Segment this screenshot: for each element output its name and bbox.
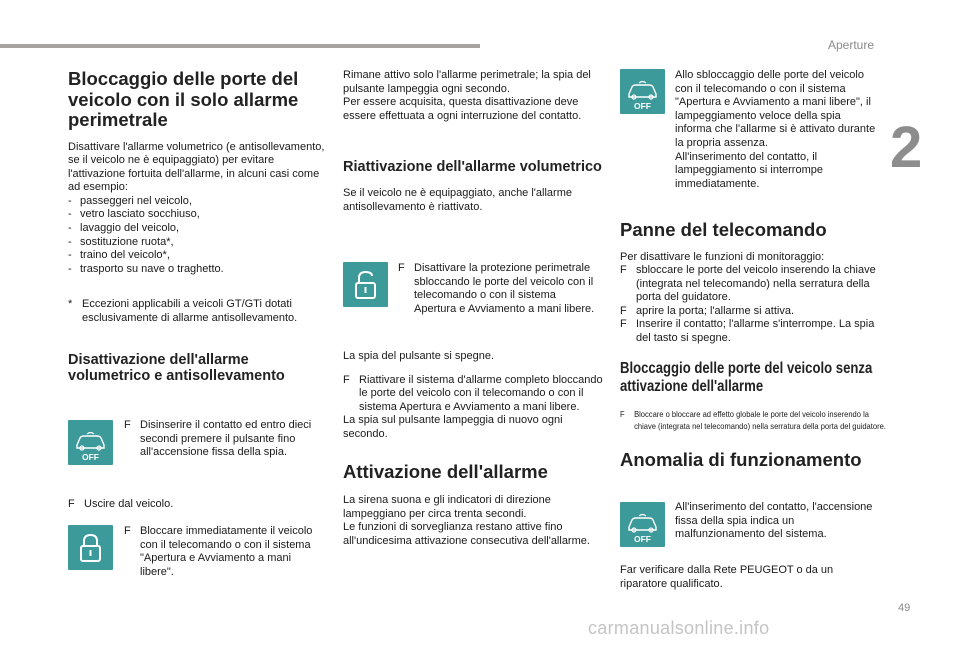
list-item: - traino del veicolo*, (68, 249, 170, 262)
step-reactivate: F Riattivare il sistema d'allarme completo bloccando le porte del veicolo con il telecomando o con il sistema Apertura e Avviamento a mani libere. (343, 373, 603, 413)
title-remote-failure: Panne del telecomando (620, 219, 827, 240)
chapter-number: 2 (890, 115, 923, 180)
title-alarm-activation: Attivazione dell'allarme (343, 460, 548, 482)
header-bar (0, 44, 480, 48)
example-list (68, 195, 330, 277)
alarm-off-icon (620, 502, 665, 547)
spia-blink-text: La spia sul pulsante lampeggia di nuovo ogni secondo. (343, 414, 563, 440)
malfunction-check: Far verificare dalla Rete PEUGEOT o da un riparatore qualificato. (620, 564, 834, 590)
remote-intro: Per disattivare le funzioni di monitoraggio: (620, 250, 825, 263)
subtitle-deactivation: Disattivazione dell'allarme volumetrico e antisollevamento (68, 351, 285, 384)
step-unlock-perimeter: F Disattivare la protezione perimetrale sbloccando le porte del veicolo con il telecomando o con il sistema Apertura e Avviamento a mani libere. (398, 262, 595, 315)
perimeter-active-text: Rimane attivo solo l'allarme perimetrale; la spia del pulsante lampeggia ogni secondo. Per essere acquisita, questa disattivazione deve essere effettuata a ogni interruzione del contatto. (343, 69, 591, 122)
page-number: 49 (898, 602, 911, 614)
footnote: * Eccezioni applicabili a veicoli GT/GTi dotati esclusivamente di allarme antisollevamento. (68, 298, 298, 325)
remote-step: F aprire la porta; l'allarme si attiva. (620, 304, 794, 317)
remote-step: F Inserire il contatto; l'allarme s'interrompe. La spia del tasto si spegne. (620, 318, 875, 345)
title-perimeter-lock: Bloccaggio delle porte del veicolo con il solo allarme perimetrale (68, 68, 299, 130)
list-item: - trasporto su nave o traghetto. (68, 262, 224, 275)
list-item: - sostituzione ruota*, (68, 235, 174, 248)
unlock-info: Allo sbloccaggio delle porte del veicolo con il telecomando o con il sistema "Apertura e Avviamento a mani libere", il lampeggiamento veloce della spia informa che l'allarme si è attivato durante la propria assenza. All'inserimento del contatto, il lampeggiamento si interrompe immediatamente. (675, 69, 876, 190)
lock-icon (68, 525, 113, 570)
list-item: - vetro lasciato socchiuso, (68, 208, 200, 221)
list-item: - passeggeri nel veicolo, (68, 194, 192, 207)
step-lock: F Bloccare immediatamente il veicolo con il telecomando o con il sistema "Apertura e Avviamento a mani libere". (124, 525, 313, 578)
svg-text:OFF: OFF (634, 534, 651, 544)
lock-step: F Bloccare o bloccare ad effetto globale le porte del veicolo inserendo la chiave (integrata nel telecomando) nella serratura della porta del guidatore. (620, 408, 886, 431)
title-malfunction: Anomalia di funzionamento (620, 448, 862, 470)
alarm-off-icon (68, 420, 113, 465)
subtitle-reactivation: Riattivazione dell'allarme volumetrico (343, 159, 602, 176)
unlock-icon (343, 262, 388, 307)
column-1 (68, 69, 330, 384)
malfunction-text: All'inserimento del contatto, l'accensione fissa della spia indica un malfunzionamento del sistema. (675, 501, 873, 541)
column-3 (620, 219, 886, 470)
step-exit: F Uscire dal veicolo. (68, 498, 174, 510)
column-2 (343, 69, 603, 215)
step-disconnect: F Disinserire il contatto ed entro dieci secondi premere il pulsante fino all'accensione fissa della spia. (124, 419, 312, 459)
activation-text: La sirena suona e gli indicatori di direzione lampeggiano per circa trenta secondi. Le funzioni di sorveglianza restano attive fino all'undicesima attivazione consecutiva dell'allarme. (343, 494, 590, 547)
remote-step: F sbloccare le porte del veicolo inserendo la chiave (integrata nel telecomando) nella serratura della porta del guidatore. (620, 264, 876, 304)
svg-text:OFF: OFF (82, 452, 99, 462)
title-lock-no-alarm: Bloccaggio delle porte del veicolo senza attivazione dell'allarme (620, 359, 873, 395)
section-name: Aperture (828, 38, 875, 52)
watermark: carmanualsonline.info (588, 618, 770, 638)
spia-off-text: La spia del pulsante si spegne. (343, 350, 495, 362)
alarm-off-icon (620, 69, 665, 114)
list-item: - lavaggio del veicolo, (68, 222, 180, 235)
reactivation-text: Se il veicolo ne è equipaggiato, anche l'allarme antisollevamento è riattivato. (343, 187, 572, 213)
column-2-lower (343, 350, 603, 548)
svg-text:OFF: OFF (634, 101, 651, 111)
intro-text: Disattivare l'allarme volumetrico (e antisollevamento, se il veicolo ne è equipaggiato) per evitare l'attivazione fortuita dell'allarme, in alcuni casi come ad esempio: (68, 140, 325, 194)
